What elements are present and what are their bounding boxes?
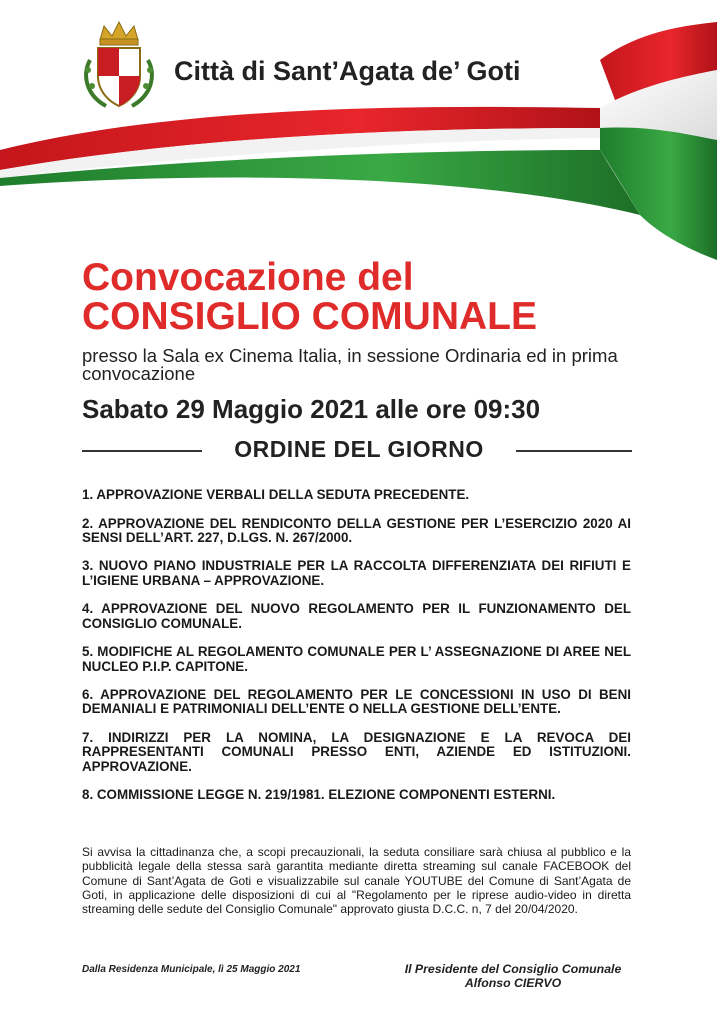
agenda-item: 3. NUOVO PIANO INDUSTRIALE PER LA RACCOLTA DIFFERENZIATA DEI RIFIUTI E L’IGIENE URBANA – APPROVAZIONE. [82, 558, 631, 588]
signature-block [390, 962, 636, 990]
agenda-item: 6. APPROVAZIONE DEL REGOLAMENTO PER LE CONCESSIONI IN USO DI BENI DEMANIALI E PATRIMONIALI DELL’ENTE O NELLA GESTIONE DELL’ENTE. [82, 687, 631, 717]
agenda-item: 7. INDIRIZZI PER LA NOMINA, LA DESIGNAZIONE E LA REVOCA DEI RAPPRESENTANTI COMUNALI PRESSO ENTI, AZIENDE ED ISTITUZIONI. APPROVAZIONE. [82, 730, 631, 774]
public-notice: Si avvisa la cittadinanza che, a scopi precauzionali, la seduta consiliare sarà chiusa al pubblico e la pubblicità legale della stessa sarà garantita mediante diretta streaming sul canale FACEBOOK del Comune di Sant’Agata de Goti e visualizzabile sul canale YOUTUBE del Comune di Sant’Agata de Goti, in applicazione delle disposizioni di cui al "Regolamento per le riprese audio-video in diretta streaming delle sedute del Consiglio Comunale" approvato giusta D.C.C. n, 7 del 20/04/2020. [82, 845, 631, 917]
meeting-date: Sabato 29 Maggio 2021 alle ore 09:30 [82, 394, 541, 424]
agenda-item: 2. APPROVAZIONE DEL RENDICONTO DELLA GESTIONE PER L’ESERCIZIO 2020 AI SENSI DELL’ART. 227, D.LGS. N. 267/2000. [82, 515, 631, 545]
city-name: Città di Sant’Agata de’ Goti [174, 56, 521, 86]
agenda-item: 5. MODIFICHE AL REGOLAMENTO COMUNALE PER L’ ASSEGNAZIONE DI AREE NEL NUCLEO P.I.P. CAPITONE. [82, 644, 631, 674]
agenda-list [82, 488, 631, 817]
title-line-1: Convocazione del [82, 256, 414, 299]
agenda-item: 8. COMMISSIONE LEGGE N. 219/1981. ELEZIONE COMPONENTI ESTERNI. [82, 787, 556, 803]
divider-left [82, 450, 202, 452]
agenda-item: 4. APPROVAZIONE DEL NUOVO REGOLAMENTO PER IL FUNZIONAMENTO DEL CONSIGLIO COMUNALE. [82, 601, 631, 631]
subtitle: presso la Sala ex Cinema Italia, in sessione Ordinaria ed in prima convocazione [82, 345, 618, 384]
signature-name: Alfonso CIERVO [464, 976, 562, 990]
agenda-heading: ORDINE DEL GIORNO [234, 436, 484, 462]
agenda-item: 1. APPROVAZIONE VERBALI DELLA SEDUTA PRECEDENTE. [82, 487, 470, 502]
title-line-2: CONSIGLIO COMUNALE [82, 295, 537, 338]
divider-right [516, 450, 632, 452]
signature-role: Il Presidente del Consiglio Comunale [404, 962, 622, 976]
city-crest-icon [80, 20, 158, 112]
place-date: Dalla Residenza Municipale, lì 25 Maggio 2021 [82, 964, 301, 975]
